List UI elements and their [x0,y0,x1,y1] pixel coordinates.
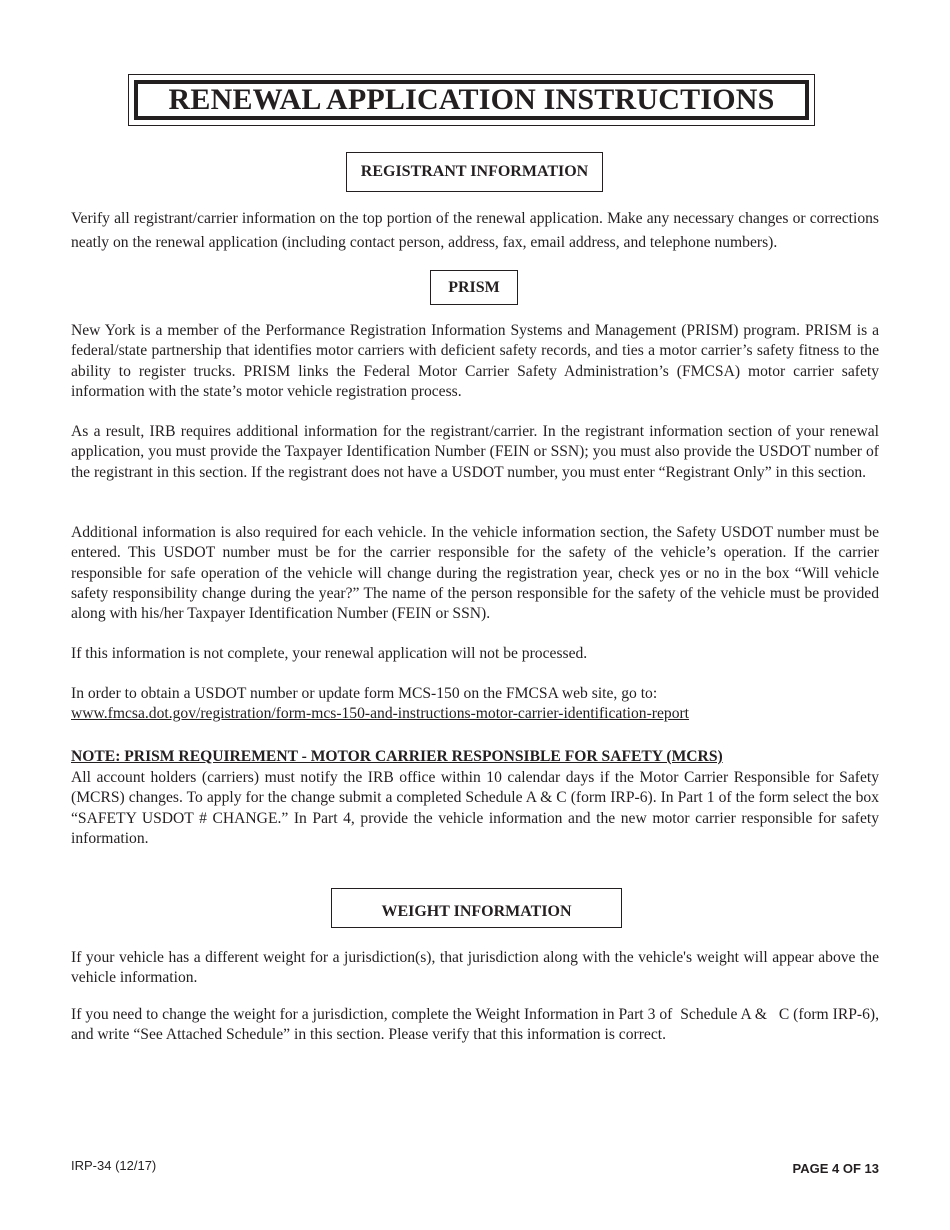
prism-paragraph-5: In order to obtain a USDOT number or update form MCS-150 on the FMCSA web site, go to: [71,685,658,702]
prism-paragraph-4: If this information is not complete, your renewal application will not be processed. [71,645,588,662]
weight-paragraph-2: If you need to change the weight for a jurisdiction, complete the Weight Information in Part 3 of Schedule A & C (form IRP-6), and write “See Attached Schedule” in this section. Please verify that this information is correct. [71,1006,883,1044]
prism-heading: PRISM [430,270,518,305]
prism-paragraph-1: New York is a member of the Performance Registration Information Systems and Management (PRISM) program. PRISM is a federal/state partnership that identifies motor carriers with deficient safety records, and ties a motor carrier’s safety fitness to the ability to register trucks. PRISM links the Federal Motor Carrier Safety Administration’s (FMCSA) motor carrier safety information with the state’s motor vehicle registration process. [71,322,879,400]
page-title: RENEWAL APPLICATION INSTRUCTIONS [134,80,809,120]
fmcsa-link[interactable]: www.fmcsa.dot.gov/registration/form-mcs-150-and-instructions-motor-carrier-identification-report [71,705,690,722]
note-text: All account holders (carriers) must notify the IRB office within 10 calendar days if the Motor Carrier Responsible for Safety (MCRS) changes. To apply for the change submit a completed Schedule A & C (form IRP-6). In Part 1 of the form select the box “SAFETY USDOT # CHANGE.” In Part 4, provide the vehicle information and the new motor carrier responsible for safety information. [71,769,879,847]
registrant-heading: REGISTRANT INFORMATION [346,152,603,192]
title-frame [128,74,815,126]
weight-heading: WEIGHT INFORMATION [331,888,622,928]
prism-paragraph-3: Additional information is also required for each vehicle. In the vehicle information section, the Safety USDOT number must be entered. This USDOT number must be for the carrier responsible for the safety of the vehicle’s operation. If the carrier responsible for safe operation of the vehicle will change during the registration year, check yes or no in the box “Will vehicle safety responsibility change during the year?” The name of the person responsible for the safety of the vehicle must be provided along with his/her Taxpayer Identification Number (FEIN or SSN). [71,524,879,623]
weight-paragraph-1: If your vehicle has a different weight for a jurisdiction(s), that jurisdiction along with the vehicle's weight will appear above the vehicle information. [71,949,879,987]
prism-paragraph-2: As a result, IRB requires additional information for the registrant/carrier. In the registrant information section of your renewal application, you must provide the Taxpayer Identification Number (FEIN or SSN); you must also provide the USDOT number of the registrant in this section. If the registrant does not have a USDOT number, you must enter “Registrant Only” in this section. [71,423,879,481]
note-title: NOTE: PRISM REQUIREMENT - MOTOR CARRIER RESPONSIBLE FOR SAFETY (MCRS) [71,748,723,765]
registrant-text: Verify all registrant/carrier information on the top portion of the renewal application. Make any necessary changes or corrections neatly on the renewal application (including contact person, address, fax, email address, and telephone numbers). [71,210,879,251]
page-number: PAGE 4 OF 13 [792,1161,879,1176]
form-id: IRP-34 (12/17) [71,1158,157,1173]
